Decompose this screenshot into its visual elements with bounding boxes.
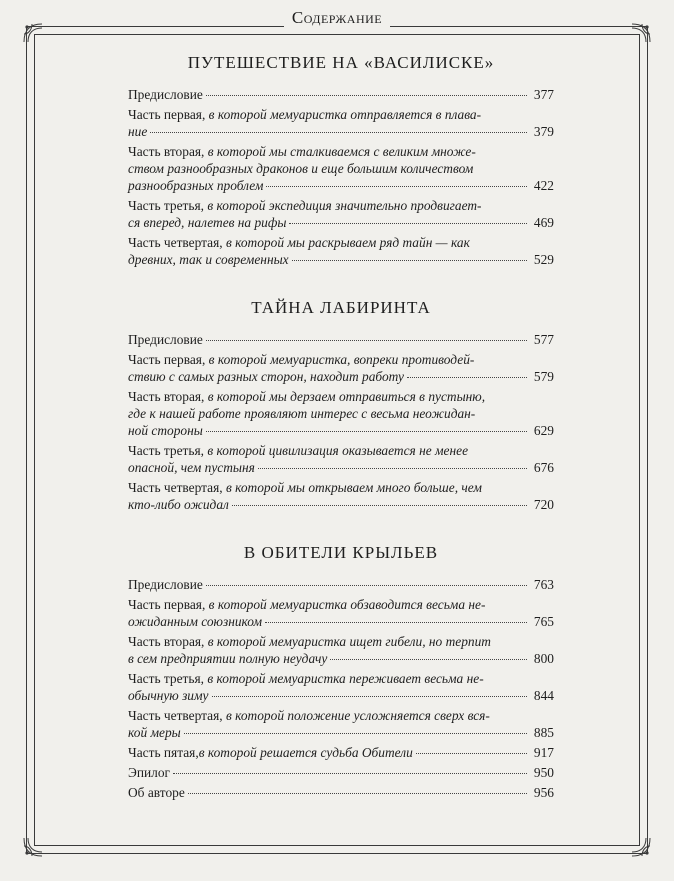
dot-leader [206, 431, 527, 432]
entry-description: ся вперед, налетев на рифы [128, 215, 287, 230]
entry-description: в которой мы раскрываем ряд тайн — как [225, 235, 470, 250]
entry-description: в которой решается судьба Обители [198, 745, 413, 760]
entry-description: в сем предприятии полную неудачу [128, 651, 328, 666]
toc-entry[interactable] [128, 479, 554, 513]
page-number: 763 [533, 577, 554, 592]
entry-description: в которой мемуаристка обзаводится весьма не- [208, 597, 486, 612]
dot-leader [289, 223, 527, 224]
page-number: 377 [533, 87, 554, 102]
dot-leader [206, 585, 527, 586]
entry-label: Часть первая, [128, 107, 209, 122]
entry-description: в которой мы сталкиваемся с великим множе- [207, 144, 476, 159]
toc-entry[interactable] [128, 351, 554, 385]
entry-description: ствию с самых разных сторон, находит работу [128, 369, 404, 384]
entry-description: в которой положение усложняется сверх вся- [225, 708, 490, 723]
page-number: 629 [533, 423, 554, 438]
toc-entry[interactable] [128, 86, 554, 103]
entry-label: Часть третья, [128, 671, 208, 686]
page-number: 917 [533, 745, 554, 760]
page-number: 720 [533, 497, 554, 512]
toc-entry[interactable] [128, 442, 554, 476]
toc-entry[interactable] [128, 106, 554, 140]
entry-label: Часть вторая, [128, 144, 208, 159]
entry-description: в которой мемуаристка отправляется в плава- [208, 107, 482, 122]
dot-leader [330, 659, 527, 660]
entry-label: Часть четвертая, [128, 235, 226, 250]
entry-label: Часть четвертая, [128, 480, 226, 495]
running-head-text: Содержание [284, 8, 390, 27]
toc-entry[interactable] [128, 388, 554, 439]
page-number: 885 [533, 725, 554, 740]
toc-entry[interactable] [128, 234, 554, 268]
toc-entry[interactable] [128, 670, 554, 704]
entry-description: ством разнообразных драконов и еще большим количеством [128, 161, 474, 176]
dot-leader [212, 696, 528, 697]
dot-leader [232, 505, 527, 506]
entry-description: где к нашей работе проявляют интерес с весьма неожидан- [128, 406, 476, 421]
toc-entry[interactable] [128, 784, 554, 801]
page-number: 765 [533, 614, 554, 629]
toc-entry[interactable] [128, 576, 554, 593]
dot-leader [173, 773, 527, 774]
toc-entry[interactable] [128, 744, 554, 761]
page-number: 844 [533, 688, 554, 703]
page-number: 379 [533, 124, 554, 139]
dot-leader [206, 340, 527, 341]
entry-label: Предисловие [128, 577, 203, 592]
entry-label: Об авторе [128, 785, 185, 800]
entry-description: кто-либо ожидал [128, 497, 229, 512]
entry-description: разнообразных проблем [128, 178, 264, 193]
dot-leader [292, 260, 527, 261]
entry-description: в которой мемуаристка, вопреки противодей- [208, 352, 475, 367]
toc-entry[interactable] [128, 596, 554, 630]
entry-description: в которой мемуаристка переживает весьма не- [207, 671, 484, 686]
table-of-contents [128, 48, 554, 804]
section-title: ПУТЕШЕСТВИЕ НА «ВАСИЛИСКЕ» [187, 53, 495, 72]
corner-ornament-icon [22, 836, 44, 858]
page-number: 950 [533, 765, 554, 780]
entry-label: Часть вторая, [128, 634, 208, 649]
page-number: 579 [533, 369, 554, 384]
entry-label: Часть третья, [128, 198, 208, 213]
toc-entry[interactable] [128, 143, 554, 194]
toc-entry[interactable] [128, 764, 554, 781]
page-number: 422 [533, 178, 554, 193]
entry-description: ние [128, 124, 148, 139]
page-number: 469 [533, 215, 554, 230]
dot-leader [206, 95, 527, 96]
entry-label: Часть третья, [128, 443, 208, 458]
entry-description: обычную зиму [128, 688, 209, 703]
dot-leader [188, 793, 527, 794]
entry-label: Эпилог [128, 765, 171, 780]
page-number: 529 [533, 252, 554, 267]
dot-leader [266, 186, 527, 187]
entry-label: Предисловие [128, 332, 203, 347]
corner-ornament-icon [630, 836, 652, 858]
entry-label: Часть первая, [128, 597, 209, 612]
section-gap [128, 271, 554, 293]
entry-label: Предисловие [128, 87, 203, 102]
entry-label: Часть первая, [128, 352, 209, 367]
dot-leader [150, 132, 527, 133]
toc-entry[interactable] [128, 633, 554, 667]
entry-description: в которой мы открываем много больше, чем [225, 480, 482, 495]
entry-description: в которой мы дерзаем отправиться в пустыню, [207, 389, 486, 404]
entry-description: кой меры [128, 725, 181, 740]
entry-description: опасной, чем пустыня [128, 460, 255, 475]
page-number: 800 [533, 651, 554, 666]
entry-label: Часть четвертая, [128, 708, 226, 723]
page-number: 956 [533, 785, 554, 800]
toc-entry[interactable] [128, 331, 554, 348]
entry-description: в которой мемуаристка ищет гибели, но терпит [207, 634, 491, 649]
dot-leader [258, 468, 527, 469]
section-title: В ОБИТЕЛИ КРЫЛЬЕВ [243, 543, 439, 562]
entry-description: в которой цивилизация оказывается не менее [207, 443, 469, 458]
running-head [0, 8, 674, 28]
entry-label: Часть пятая, [128, 745, 199, 760]
entry-description: ной стороны [128, 423, 203, 438]
entry-description: в которой экспедиция значительно продвигает- [207, 198, 482, 213]
toc-entry[interactable] [128, 707, 554, 741]
dot-leader [416, 753, 527, 754]
entry-description: древних, так и современных [128, 252, 289, 267]
dot-leader [184, 733, 527, 734]
toc-entry[interactable] [128, 197, 554, 231]
dot-leader [265, 622, 527, 623]
section-gap [128, 516, 554, 538]
entry-label: Часть вторая, [128, 389, 208, 404]
entry-description: ожиданным союзником [128, 614, 263, 629]
section-title: ТАЙНА ЛАБИРИНТА [251, 298, 431, 317]
page-number: 577 [533, 332, 554, 347]
dot-leader [407, 377, 527, 378]
page-number: 676 [533, 460, 554, 475]
